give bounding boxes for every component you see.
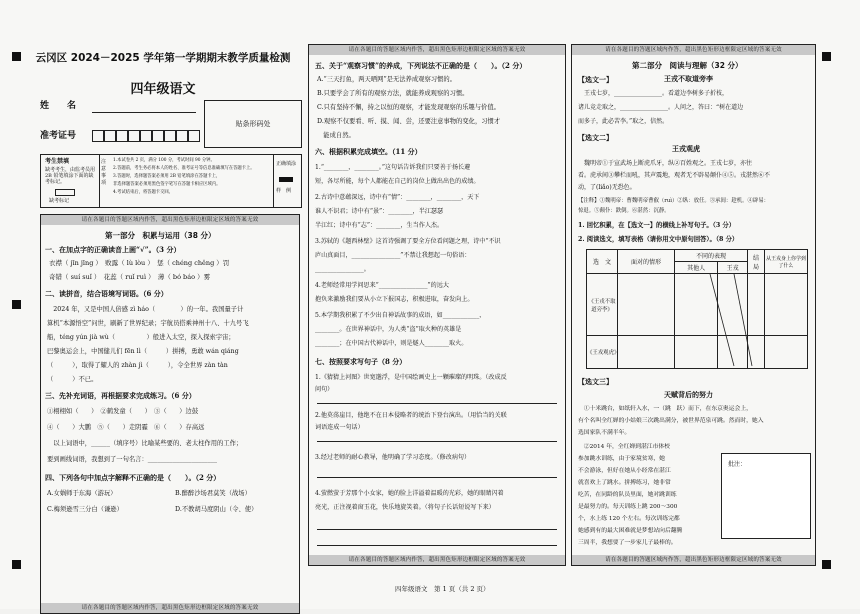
answer-area-warning: 请在各题目的答题区域内作答，超出黑色矩形边框限定区域的答案无效 — [41, 215, 299, 225]
table-subhead: 王戎 — [718, 262, 748, 274]
part1-title: 第一部分 积累与运用（38 分） — [105, 231, 216, 240]
reading-q1: 1. 回忆积累，在【选文一】的横线上补写句子。（3 分） — [578, 222, 736, 229]
q6-line[interactable]: 3.苏轼的《题西林壁》这首诗强调了要全方位看问题之理，诗中“不识 — [315, 238, 501, 245]
text3-line: 她感到有的最大困难就是梦想站向后翻腾 — [578, 528, 683, 534]
q6-line[interactable]: ________；在中国古代神话中，则是燧人________取火。 — [315, 340, 468, 347]
q5-option[interactable]: D.观察不仅要看、听、摸、闻、尝，还要注意事物的变化，习惯才 — [317, 118, 501, 125]
rule-3: 3.答题时，选择题答案必须用 2B 铅笔填涂在答题卡上， — [113, 174, 221, 179]
q4-option[interactable]: A.女娲师于东海（游玩） — [47, 490, 117, 497]
notice-body: 缺考考生，由监考员用 2B 铅笔填涂下面的缺考标记。 — [45, 167, 96, 185]
table-row-label: 《王戎观虎》 — [587, 336, 618, 369]
fill-sample-label: 正确填涂 — [276, 161, 297, 167]
text2-tag: 【选文二】 — [578, 133, 613, 142]
q7-line: 4.萤燃萤于芳那个小女家，她的脸上洋溢着温暖的光彩，她的眼睛闪着 — [315, 490, 504, 497]
q5-option[interactable]: B.只要学会了所有的观察方法，就能养成观察的习惯。 — [317, 90, 469, 97]
name-label: 姓 名 — [40, 101, 77, 111]
q3-line[interactable]: 要到画线词语，我想到了一句名言：______________________ — [47, 456, 218, 463]
text1-title: 王戎不取道旁李 — [664, 75, 713, 83]
q6-line[interactable]: ________。在世界神话中，为人类“盗”取火种的英雄是 — [315, 326, 462, 333]
answer-area-warning: 请在各题目的答题区域内作答，超出黑色矩形边框限定区域的答案无效 — [572, 45, 815, 55]
q5-option[interactable]: 能成自然。 — [317, 132, 355, 139]
table-head: 不同的表现 — [675, 250, 748, 262]
q1-line1[interactable]: 衣襟（ jīn jīng ） 败露（ lù lòu ） 惩（ chéng chěng ）罚 — [49, 259, 230, 267]
answer-line[interactable] — [317, 403, 557, 404]
q3-title: 三、先补充词语，再根据要求完成练习。（6 分） — [45, 391, 196, 400]
table-cell[interactable] — [765, 336, 808, 369]
table-head: 面对的情形 — [618, 250, 675, 274]
q4-title: 四、下列各句中加点字解释不正确的是（ ）。（2 分） — [45, 473, 221, 482]
table-head: 选 文 — [587, 250, 618, 274]
text1-line: 而多子，此必苦李。”取之，信然。 — [578, 118, 669, 125]
table-cell[interactable] — [718, 274, 748, 336]
registration-mark — [822, 52, 831, 61]
q4-option[interactable]: C.梅须逊雪三分白（谦逊） — [47, 506, 123, 513]
id-label: 准考证号 — [40, 131, 77, 141]
text3-line: ①十米跳台，如纸轩入水，一（跳 跃）而下，在东京奥运会上， — [578, 406, 752, 412]
answer-line[interactable] — [317, 441, 557, 442]
section-part1 — [40, 214, 300, 614]
column-left — [26, 50, 300, 611]
answer-area-warning: 请在各题目的答题区域内作答，超出黑色矩形边框限定区域的答案无效 — [572, 555, 815, 565]
table-cell[interactable] — [675, 336, 718, 369]
q2-line[interactable]: 算机“本源悟空”问世，刷新了世界纪录；宇航员搭乘神州十八、十九号飞 — [47, 320, 249, 327]
text1-tag: 【选文一】 — [578, 75, 613, 84]
absence-box[interactable] — [55, 189, 75, 196]
rule-5: 4.考试结束后，将答题卡交回。 — [113, 190, 173, 195]
q6-line[interactable]: 庐山真面目，________________”不禁让我想起一句俗语： — [315, 252, 471, 259]
q6-line[interactable]: 抱负来激励我们要从小立下报国志，积极进取，奋发向上。 — [315, 296, 474, 303]
rules-side-label: 注意事项 — [101, 159, 107, 186]
q2-line[interactable]: 巴黎奥运会上，中国健儿们 fēn lì（ ）拼搏，勇敢 wán qiáng — [47, 348, 239, 355]
q2-line[interactable]: （ ），取得了耀人的 zhàn jì（ ），令全世界 zàn tàn — [47, 362, 228, 369]
q4-option[interactable]: D.不教胡马度阴山（令、使） — [175, 506, 258, 513]
q1-line2[interactable]: 奇错（ suí suǐ ） 花蕊（ ruǐ ruì ） 薄（ bó báo ）雾 — [49, 273, 211, 281]
q7-line: 1.《猜猜上河图》世宽邈浮，是中国绘画史上一颗璀璨的明珠。（改成反 — [315, 374, 507, 381]
table-cell[interactable] — [748, 274, 765, 336]
registration-mark — [822, 560, 831, 569]
rule-2: 2.答题前，考生务必将本人的姓名、准考证号等信息准确填写在答题卡上。 — [113, 166, 255, 171]
table-head: 从王戎身上你学到了什么 — [765, 250, 808, 274]
q2-title: 二、读拼音，结合语境写词语。（6 分） — [45, 289, 168, 298]
table-cell[interactable] — [718, 336, 748, 369]
q6-line[interactable]: 4.老师经常用学问思来“________________”的远大 — [315, 282, 449, 289]
table-subhead: 其他人 — [675, 262, 718, 274]
text3-line: 不会游泳，但好在她从小经常在湛江 — [578, 468, 671, 474]
q6-line[interactable]: 谁人不识君；诗中有“景”：________，半江瑟瑟 — [315, 208, 444, 215]
answer-area-warning: 请在各题目的答题区域内作答，超出黑色矩形边框限定区域的答案无效 — [41, 603, 299, 613]
q2-line[interactable]: 船，téng yún jià wù（ ）般进入太空，探入探索宇宙； — [47, 334, 235, 341]
text3-line: 选国家队不满半年。 — [578, 430, 631, 436]
answer-area-warning: 请在各题目的答题区域内作答，超出黑色矩形边框限定区域的答案无效 — [309, 555, 565, 565]
text2-line: 动，了(liǎo)无恐色。 — [578, 184, 636, 191]
text3-line: 吃苦，在同龄的队员里面，她对跳训练 — [578, 492, 677, 498]
answer-area-warning: 请在各题目的答题区域内作答，超出黑色矩形边框限定区域的答案无效 — [309, 45, 565, 55]
text1-line[interactable]: 诸儿竞走取之，________________。人问之，答曰：“树在道边 — [578, 104, 744, 111]
notice-title: 考生禁填 — [45, 158, 70, 165]
q2-line[interactable]: 2024 年，又是中国人倍感 zì háo（ ）的一年。我国量子计 — [47, 306, 244, 313]
text3-line: ②2014 年，全红婵到湛江市体校 — [578, 444, 670, 450]
fill-example-label: 样 例 — [276, 188, 292, 194]
text3-line: 就喜欢上了跳水。拼搏练习，她非常 — [578, 480, 671, 486]
q3-line[interactable]: ①栩栩如（ ） ②鹤发童（ ） ③（ ）边鼓 — [47, 408, 199, 415]
reading-q2: 2. 阅读选文，填写表格（请你用文中原句回答）。（8 分） — [578, 236, 739, 243]
column-right — [571, 44, 816, 566]
q6-line[interactable]: 短，各尽所能，每个人都能在自己的岗位上做出出色的成绩。 — [315, 178, 480, 185]
text2-note: 惊退。⑤颠仆：跌倒。⑥湛然：沉静。 — [578, 208, 670, 214]
answer-line[interactable] — [317, 545, 557, 546]
barcode-area: 贴条形码处 — [204, 100, 302, 148]
q7-line: 3.经过老师的耐心教导，他明确了学习态度。（修改病句） — [315, 454, 471, 461]
text1-line[interactable]: 王戎七岁，________________。看道边李树多子折枝， — [578, 90, 729, 97]
grade-subject: 四年级语文 — [130, 82, 196, 97]
q7-line: 问句） — [315, 386, 334, 393]
q7-line: 亮光，正注视着窗玉花，快乐地旋笑着。（将句子长话短说写下来） — [315, 504, 495, 511]
text3-line: 是最努力的。每天训练上跳 200～300 — [578, 504, 678, 510]
q6-line[interactable]: 半江红；诗中有“志”：________，生当作人杰。 — [315, 222, 444, 229]
notice-box — [40, 154, 302, 208]
part2-reading-title: 第二部分 阅读与理解（32 分） — [632, 61, 743, 70]
q1-title: 一、在加点字的正确读音上画“√”。（3 分） — [45, 245, 181, 254]
rule-4: 非选择题答案必须用黑色签字笔写在答题卡相应区域内。 — [113, 182, 221, 187]
absence-label: 缺考标记 — [49, 198, 70, 204]
q3-line[interactable]: 以上词语中，______（填序号）比喻某些要的、老太柱作用的工作； — [47, 440, 243, 447]
text3-title: 天赋背后的努力 — [664, 391, 713, 399]
text2-title: 王戎观虎 — [672, 145, 700, 153]
table-cell[interactable] — [618, 274, 675, 336]
q3-line[interactable]: ④（ ）大鹏 ⑤（ ）走阴霾 ⑥（ ）存高远 — [47, 424, 205, 431]
name-field[interactable] — [92, 112, 196, 113]
text2-line: 看。虎承间③攀栏而吼，其声震地，观者无不辟易颠仆④⑤。戎湛然⑥不 — [578, 172, 771, 179]
q5-option[interactable]: C.只有坚持不懈，持之以恒的观察，才能发现观察的乐趣与价值。 — [317, 104, 500, 111]
table-row-label: 《王戎不取道旁李》 — [587, 274, 618, 336]
q4-option[interactable]: B.醉醉沙场君莫笑（战场） — [175, 490, 251, 497]
answer-line[interactable] — [317, 529, 557, 530]
q6-line[interactable]: 5.本学期我积累了不少出自神话故事的成语，如____________、 — [315, 312, 486, 319]
text3-line: 个，水上练 120 个左右。每次训练完都 — [578, 516, 680, 522]
table-cell[interactable] — [618, 336, 675, 369]
q2-line[interactable]: （ ）不已。 — [47, 376, 98, 383]
registration-mark — [12, 300, 21, 309]
text3-line: 三周半，我想要了一步家儿子最棒的。 — [578, 540, 677, 546]
table-head: 结 局 — [748, 250, 765, 274]
q7-line: 词语连成一句话） — [315, 424, 364, 431]
q5-option[interactable]: A.“三天打鱼，两天晒网”是无法养成观察习惯的。 — [317, 76, 456, 83]
exam-title: 云冈区 2024－2025 学年第一学期期末教学质量检测 — [35, 52, 291, 64]
id-field[interactable] — [92, 130, 200, 142]
q6-line[interactable]: 1.“________，________。”这句话告诉我们只要善于扬长避 — [315, 164, 471, 171]
reading-table — [586, 249, 808, 369]
text3-tag: 【选文三】 — [578, 377, 613, 386]
registration-mark — [12, 560, 21, 569]
column-middle — [308, 44, 566, 566]
q6-line[interactable]: ________________。 — [315, 266, 370, 273]
text3-line: 参加跳水训练，由于家境贫寒，她 — [578, 456, 665, 462]
annotation-label: 批注： — [728, 461, 747, 468]
annotation-box[interactable] — [721, 453, 811, 539]
q7-title: 七、按照要求写句子（8 分） — [315, 357, 407, 366]
text2-note: 【注释】①魏明帝：曹魏明帝曹叡（ruì）②纵：放任。③承间：趁机。④辟易： — [578, 198, 770, 204]
q6-line[interactable]: 2.古诗中意蕴深远，诗中有“情”：________，________，天下 — [315, 194, 480, 201]
answer-line[interactable] — [317, 477, 557, 478]
q5-title: 五、关于“观察习惯”的养成，下列说法不正确的是（ ）。（2 分） — [315, 61, 527, 70]
rule-1: 1.本试卷共 2 页，满分 100 分，考试时间 90 分钟。 — [113, 158, 215, 163]
text2-line: 魏明帝①于宣武场上断虎爪牙，纵②百姓观之。王戎七岁，亦往 — [578, 160, 753, 167]
registration-mark — [12, 52, 21, 61]
table-cell[interactable] — [748, 336, 765, 369]
q6-title: 六、根据积累完成填空。（11 分） — [315, 147, 422, 156]
page-footer: 四年级语文 第 1 页（共 2 页） — [395, 585, 490, 593]
q7-line: 2.他莫荡崖目，他绝不在日本侵略者的统治下登台演出。（用恰当的关联 — [315, 412, 507, 419]
text3-line: 有个名叫全红婵的小姑娘三次跳出满分，被世界范泉可跳。然而时，她入 — [578, 418, 764, 424]
table-cell[interactable] — [765, 274, 808, 336]
table-cell[interactable] — [675, 274, 718, 336]
